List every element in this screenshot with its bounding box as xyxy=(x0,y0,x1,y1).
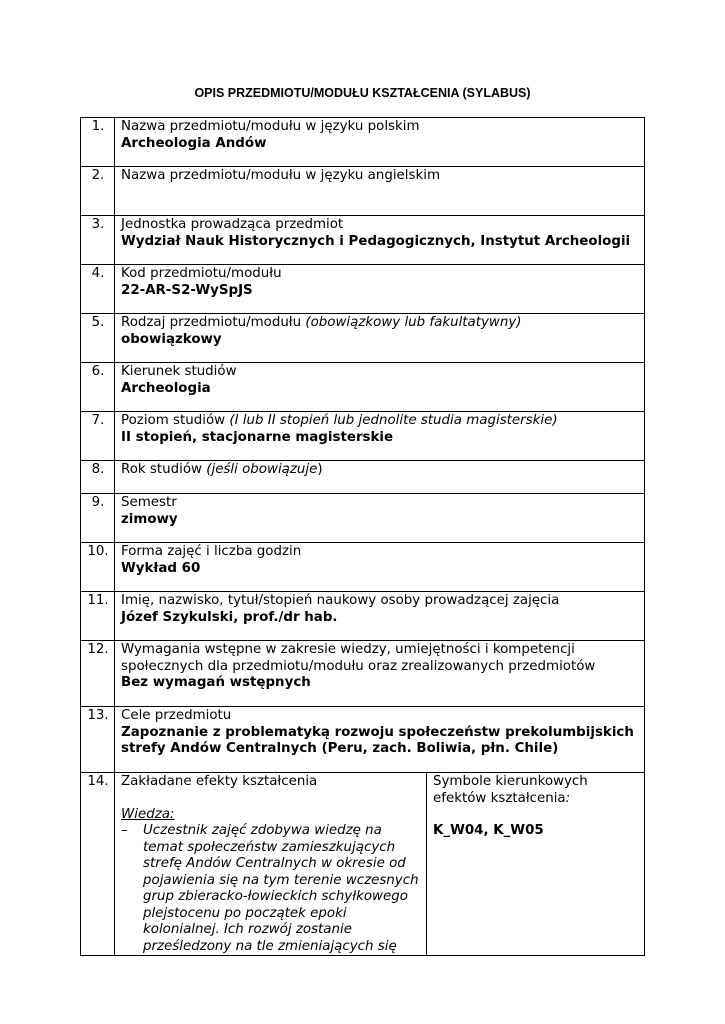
row-label-text: Cele przedmiotu xyxy=(121,708,232,723)
row-number: 12. xyxy=(81,641,115,707)
syllabus-row xyxy=(81,265,645,314)
row-number: 2. xyxy=(81,167,115,216)
row-value: Zapoznanie z problematyką rozwoju społeczeństw prekolumbijskich strefy Andów Centralnych (Peru, zach. Boliwia, płn. Chile) xyxy=(121,724,634,756)
symbols-value: K_W04, K_W05 xyxy=(433,823,544,838)
outcome-bullet xyxy=(121,823,421,955)
row-number: 9. xyxy=(81,494,115,543)
row-label-text: Imię, nazwisko, tytuł/stopień naukowy osoby prowadzącej zajęcia xyxy=(121,593,560,608)
row-label xyxy=(121,642,639,675)
row-number: 6. xyxy=(81,363,115,412)
row-number: 3. xyxy=(81,216,115,265)
row-content xyxy=(115,265,645,314)
row-label xyxy=(121,266,639,283)
knowledge-heading: Wiedza: xyxy=(121,806,175,822)
row-value: Archeologia xyxy=(121,380,211,396)
row-value: Archeologia Andów xyxy=(121,135,267,151)
row-value: Wykład 60 xyxy=(121,560,201,576)
syllabus-row-learning-outcomes xyxy=(81,773,645,956)
row-label xyxy=(121,593,639,610)
syllabus-table xyxy=(80,117,645,956)
row-value: zimowy xyxy=(121,511,178,527)
row-label xyxy=(121,315,639,332)
row-number: 1. xyxy=(81,118,115,167)
row-label xyxy=(121,462,639,479)
row-number: 11. xyxy=(81,592,115,641)
row-content xyxy=(115,314,645,363)
row-label-text: Wymagania wstępne w zakresie wiedzy, umiejętności i kompetencji społecznych dla przedmiotu/modułu oraz zrealizowanych przedmiotów xyxy=(121,642,596,674)
row-number: 13. xyxy=(81,707,115,773)
symbols-label-colon: : xyxy=(565,790,571,806)
row-value: Wydział Nauk Historycznych i Pedagogicznych, Instytut Archeologii xyxy=(121,233,631,249)
row-value: Bez wymagań wstępnych xyxy=(121,675,311,690)
syllabus-row xyxy=(81,167,645,216)
syllabus-row xyxy=(81,118,645,167)
row-number: 4. xyxy=(81,265,115,314)
row-label xyxy=(121,413,639,430)
row-label-text: Kierunek studiów xyxy=(121,364,237,379)
row-number: 14. xyxy=(81,773,115,956)
row-label-text: Poziom studiów xyxy=(121,413,230,428)
row-label xyxy=(121,364,639,381)
row-label xyxy=(121,217,639,234)
row-content xyxy=(115,412,645,461)
row-label-text: Rodzaj przedmiotu/modułu xyxy=(121,315,306,330)
row-label xyxy=(121,708,639,725)
symbols-cell xyxy=(427,773,645,956)
row-label xyxy=(121,544,639,561)
document-title: OPIS PRZEDMIOTU/MODUŁU KSZTAŁCENIA (SYLABUS) xyxy=(194,86,531,100)
row-label-text: Forma zajęć i liczba godzin xyxy=(121,544,302,559)
syllabus-row xyxy=(81,363,645,412)
row-content xyxy=(115,363,645,412)
row-label-hint: (obowiązkowy lub fakultatywny) xyxy=(305,315,522,330)
row-label-hint: (I lub II stopień lub jednolite studia magisterskie) xyxy=(229,413,558,428)
syllabus-row xyxy=(81,412,645,461)
row-label-text: Nazwa przedmiotu/modułu w języku angielskim xyxy=(121,168,440,183)
row-label-text: Rok studiów xyxy=(121,462,207,477)
outcomes-cell xyxy=(115,773,427,956)
row-number: 7. xyxy=(81,412,115,461)
syllabus-row xyxy=(81,707,645,773)
row-label xyxy=(121,168,639,185)
outcomes-label: Zakładane efekty kształcenia xyxy=(121,774,318,789)
row-label-text: Semestr xyxy=(121,495,177,510)
row-value: obowiązkowy xyxy=(121,331,222,347)
row-content xyxy=(115,707,645,773)
row-label xyxy=(121,119,639,136)
row-content xyxy=(115,118,645,167)
row-value: 22-AR-S2-WySpJS xyxy=(121,282,253,298)
row-value: II stopień, stacjonarne magisterskie xyxy=(121,429,394,445)
row-number: 5. xyxy=(81,314,115,363)
syllabus-row xyxy=(81,216,645,265)
row-label-text: Nazwa przedmiotu/modułu w języku polskim xyxy=(121,119,420,134)
row-value: Józef Szykulski, prof./dr hab. xyxy=(121,609,338,625)
row-number: 8. xyxy=(81,461,115,494)
syllabus-row xyxy=(81,592,645,641)
outcome-text: Uczestnik zajęć zdobywa wiedzę na temat społeczeństw zamieszkujących strefę Andów Centralnych w okresie od pojawienia się na tym terenie wczesnych grup zbieracko-łowieckich schyłkowego plejstocenu po początek epoki kolonialnej. Ich rozwój zostanie prześledzony na tle zmieniających się xyxy=(143,823,419,954)
row-label-hint: (jeśli obowiązuje xyxy=(206,462,318,477)
bullet-dash-icon: – xyxy=(121,823,128,838)
syllabus-row xyxy=(81,314,645,363)
row-content xyxy=(115,494,645,543)
symbols-label xyxy=(433,774,639,807)
row-content xyxy=(115,167,645,216)
row-content xyxy=(115,641,645,707)
row-number: 10. xyxy=(81,543,115,592)
row-content xyxy=(115,543,645,592)
row-content xyxy=(115,216,645,265)
syllabus-row xyxy=(81,543,645,592)
syllabus-row xyxy=(81,461,645,494)
row-label-text: Jednostka prowadząca przedmiot xyxy=(121,217,344,232)
symbols-label-text: Symbole kierunkowych efektów kształcenia xyxy=(433,774,588,806)
row-content xyxy=(115,461,645,494)
row-label xyxy=(121,495,639,512)
row-label-text: Kod przedmiotu/modułu xyxy=(121,266,282,281)
row-content xyxy=(115,592,645,641)
syllabus-row xyxy=(81,494,645,543)
row-label-suffix: ) xyxy=(317,462,323,477)
syllabus-row xyxy=(81,641,645,707)
